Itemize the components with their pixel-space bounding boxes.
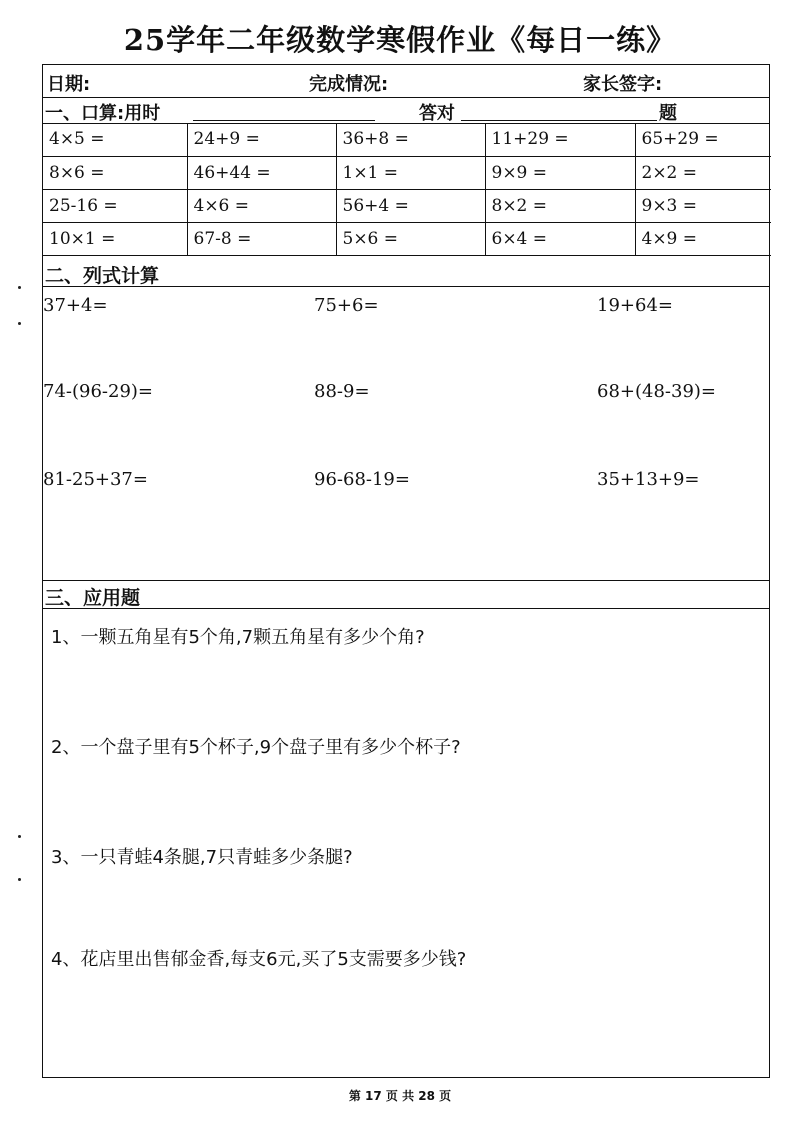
calc-item: 96-68-19=: [314, 469, 410, 490]
word-problem: 4、花店里出售郁金香,每支6元,买了5支需要多少钱?: [51, 949, 467, 970]
oral-problem: 25-16 =: [43, 189, 187, 222]
oral-problem: 8×2 =: [485, 189, 635, 222]
header-row: [43, 65, 769, 98]
calc-item: 74-(96-29)=: [43, 381, 154, 402]
calc-item: 35+13+9=: [597, 469, 700, 490]
calc-item: 88-9=: [314, 381, 370, 402]
oral-heading: 一、口算:用时: [45, 103, 161, 124]
time-blank[interactable]: [193, 120, 375, 121]
oral-problem: 9×9 =: [485, 156, 635, 189]
oral-problem: 5×6 =: [336, 222, 485, 255]
oral-row: [43, 189, 771, 222]
word-problem: 2、一个盘子里有5个杯子,9个盘子里有多少个杯子?: [51, 737, 461, 758]
scan-speck: [18, 878, 21, 881]
oral-heading-row: [43, 97, 769, 124]
oral-problem: 9×3 =: [635, 189, 771, 222]
oral-problem: 67-8 =: [187, 222, 336, 255]
oral-problem: 10×1 =: [43, 222, 187, 255]
page-footer: 第 17 页 共 28 页: [348, 1089, 452, 1103]
section2-heading: 二、列式计算: [43, 259, 769, 287]
oral-problem: 65+29 =: [635, 123, 771, 156]
worksheet: [42, 64, 770, 1078]
date-label: 日期:: [47, 74, 91, 95]
calc-item: 81-25+37=: [43, 469, 148, 490]
oral-row: [43, 222, 771, 255]
scan-speck: [18, 322, 21, 325]
correct-blank[interactable]: [461, 120, 657, 121]
word-problem: 1、一颗五角星有5个角,7颗五角星有多少个角?: [51, 627, 425, 648]
calc-item: 19+64=: [597, 295, 673, 316]
application-area: [43, 609, 769, 1075]
oral-problem: 46+44 =: [187, 156, 336, 189]
completion-label: 完成情况:: [309, 74, 389, 95]
oral-problem: 4×6 =: [187, 189, 336, 222]
calc-item: 37+4=: [43, 295, 108, 316]
oral-row: [43, 123, 771, 156]
calc-item: 68+(48-39)=: [597, 381, 717, 402]
oral-grid: [43, 123, 771, 256]
oral-problem: 11+29 =: [485, 123, 635, 156]
calc-item: 75+6=: [314, 295, 379, 316]
oral-problem: 8×6 =: [43, 156, 187, 189]
oral-problem: 36+8 =: [336, 123, 485, 156]
calc-area: [43, 287, 769, 581]
oral-problem: 1×1 =: [336, 156, 485, 189]
unit-label: 题: [659, 103, 677, 124]
oral-problem: 6×4 =: [485, 222, 635, 255]
scan-speck: [18, 835, 21, 838]
oral-problem: 4×5 =: [43, 123, 187, 156]
parent-sign-label: 家长签字:: [583, 74, 663, 95]
scan-speck: [18, 286, 21, 289]
oral-row: [43, 156, 771, 189]
oral-problem: 4×9 =: [635, 222, 771, 255]
correct-label: 答对: [419, 103, 455, 124]
oral-problem: 2×2 =: [635, 156, 771, 189]
page-title: 25学年二年级数学寒假作业《每日一练》: [123, 23, 677, 57]
oral-problem: 24+9 =: [187, 123, 336, 156]
word-problem: 3、一只青蛙4条腿,7只青蛙多少条腿?: [51, 847, 353, 868]
oral-problem: 56+4 =: [336, 189, 485, 222]
section3-heading: 三、应用题: [43, 581, 769, 609]
